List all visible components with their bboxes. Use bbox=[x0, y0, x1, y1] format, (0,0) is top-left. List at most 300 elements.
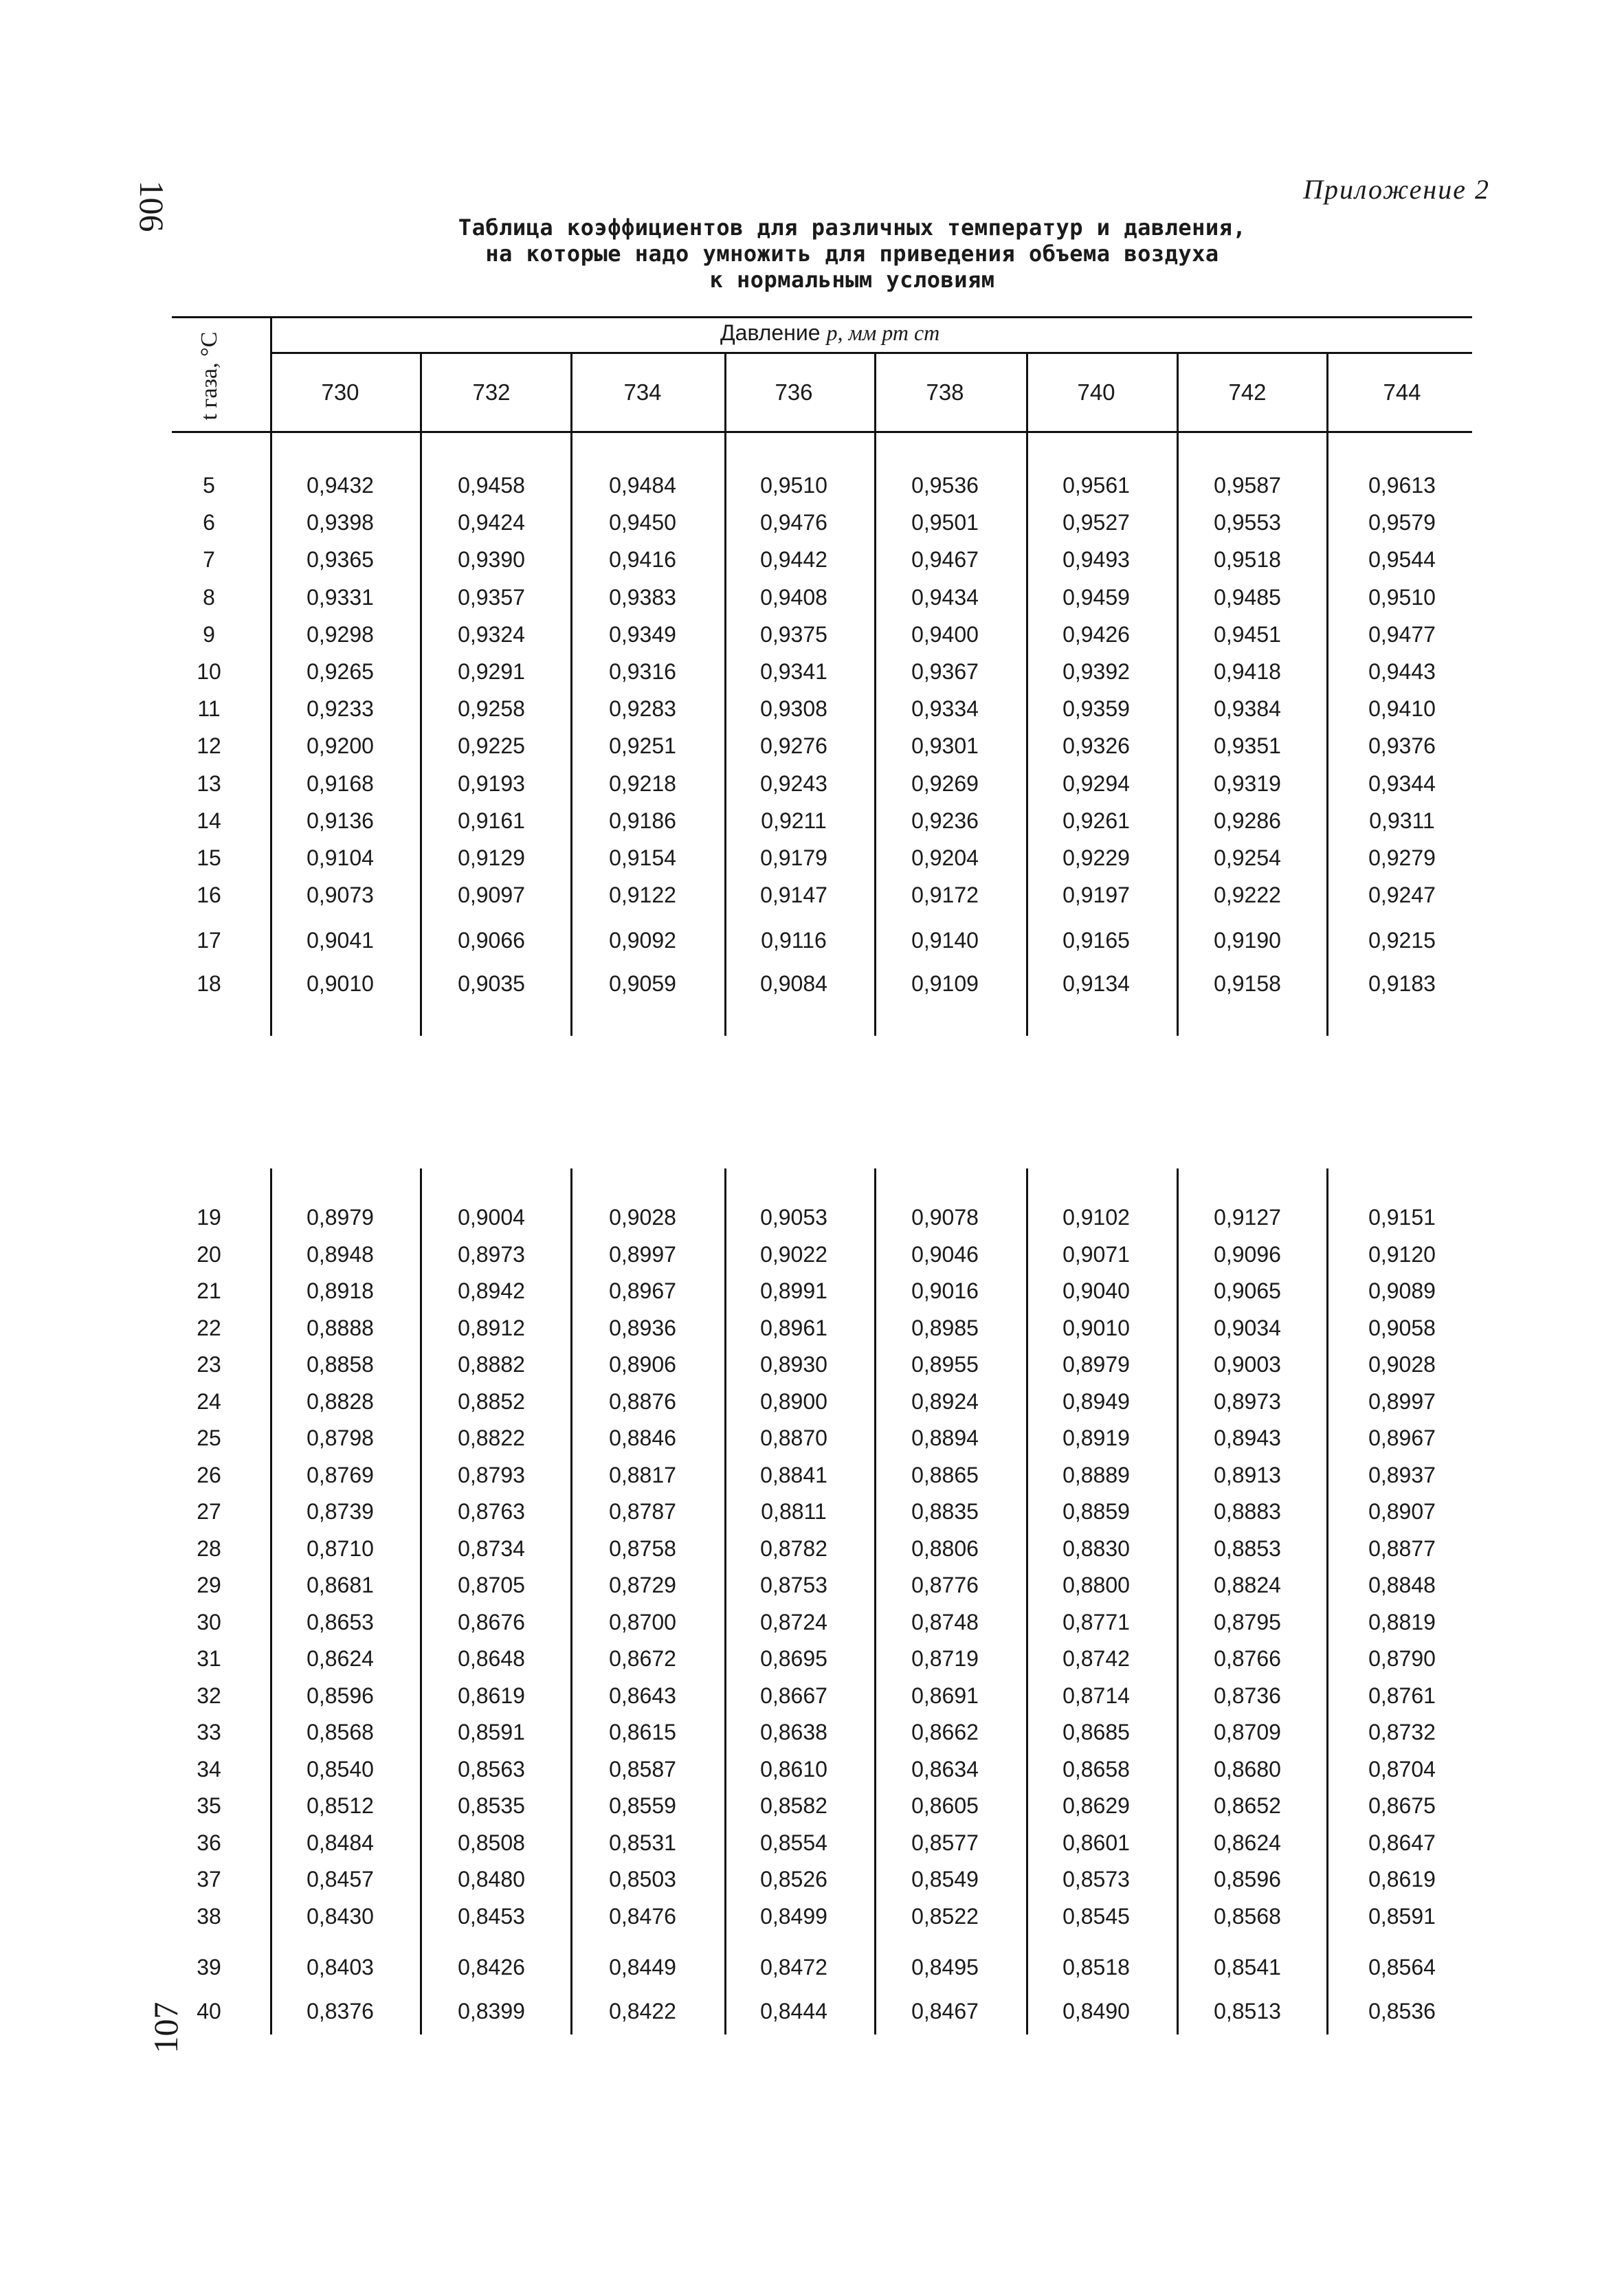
coefficient-cell: 0,9222 bbox=[1214, 883, 1281, 907]
coefficient-cell: 0,9140 bbox=[911, 928, 979, 953]
coefficient-cell: 0,8709 bbox=[1214, 1720, 1281, 1744]
coefficient-cell: 0,8973 bbox=[458, 1242, 525, 1267]
coefficient-cell: 0,9351 bbox=[1214, 733, 1281, 758]
coefficient-cell: 0,8619 bbox=[458, 1683, 525, 1708]
coefficient-cell: 0,9269 bbox=[911, 771, 979, 796]
coefficient-cell: 0,9392 bbox=[1063, 659, 1130, 684]
temperature-cell: 38 bbox=[197, 1904, 221, 1929]
coefficient-cell: 0,8667 bbox=[760, 1683, 827, 1708]
coefficient-cell: 0,8724 bbox=[760, 1610, 827, 1634]
page-number-bottom: 107 bbox=[146, 2002, 185, 2054]
coefficient-cell: 0,8518 bbox=[1063, 1955, 1130, 1980]
coefficient-cell: 0,8700 bbox=[609, 1610, 676, 1634]
coefficient-cell: 0,8830 bbox=[1063, 1536, 1130, 1561]
temperature-cell: 17 bbox=[197, 928, 221, 953]
coefficient-cell: 0,8540 bbox=[307, 1757, 374, 1782]
coefficient-cell: 0,9204 bbox=[911, 845, 979, 870]
coefficient-cell: 0,8714 bbox=[1063, 1683, 1130, 1708]
coefficient-cell: 0,8549 bbox=[911, 1867, 979, 1892]
coefficient-cell: 0,8877 bbox=[1368, 1536, 1436, 1561]
coefficient-cell: 0,8967 bbox=[609, 1278, 676, 1303]
column-divider bbox=[1326, 1168, 1328, 2034]
coefficient-cell: 0,8643 bbox=[609, 1683, 676, 1708]
coefficient-cell: 0,8629 bbox=[1063, 1793, 1130, 1818]
coefficient-cell: 0,9065 bbox=[1214, 1278, 1281, 1303]
coefficient-cell: 0,9579 bbox=[1368, 510, 1436, 535]
coefficient-cell: 0,8685 bbox=[1063, 1720, 1130, 1744]
coefficient-cell: 0,9254 bbox=[1214, 845, 1281, 870]
coefficient-cell: 0,9286 bbox=[1214, 808, 1281, 833]
coefficient-cell: 0,8647 bbox=[1368, 1830, 1436, 1855]
coefficient-cell: 0,8793 bbox=[458, 1463, 525, 1487]
coefficient-cell: 0,8573 bbox=[1063, 1867, 1130, 1892]
coefficient-cell: 0,9331 bbox=[307, 585, 374, 610]
coefficient-cell: 0,8800 bbox=[1063, 1573, 1130, 1597]
coefficient-cell: 0,8472 bbox=[760, 1955, 827, 1980]
coefficient-cell: 0,8973 bbox=[1214, 1389, 1281, 1414]
coefficient-cell: 0,8499 bbox=[760, 1904, 827, 1929]
pressure-subrule bbox=[270, 352, 1472, 354]
coefficient-cell: 0,8865 bbox=[911, 1463, 979, 1487]
coefficient-cell: 0,9349 bbox=[609, 622, 676, 647]
coefficient-cell: 0,9193 bbox=[458, 771, 525, 796]
coefficient-cell: 0,9451 bbox=[1214, 622, 1281, 647]
temperature-cell: 14 bbox=[197, 808, 221, 833]
appendix-label: Приложение 2 bbox=[1303, 174, 1490, 205]
temperature-cell: 25 bbox=[197, 1426, 221, 1450]
coefficient-cell: 0,8457 bbox=[307, 1867, 374, 1892]
coefficient-cell: 0,8787 bbox=[609, 1499, 676, 1524]
temperature-cell: 36 bbox=[197, 1830, 221, 1855]
coefficient-cell: 0,8658 bbox=[1063, 1757, 1130, 1782]
coefficient-cell: 0,9432 bbox=[307, 473, 374, 498]
coefficient-cell: 0,9229 bbox=[1063, 845, 1130, 870]
coefficient-cell: 0,8919 bbox=[1063, 1426, 1130, 1450]
coefficient-cell: 0,8846 bbox=[609, 1426, 676, 1450]
coefficient-cell: 0,8399 bbox=[458, 1999, 525, 2023]
coefficient-cell: 0,8949 bbox=[1063, 1389, 1130, 1414]
coefficient-cell: 0,9134 bbox=[1063, 971, 1130, 996]
coefficient-cell: 0,9376 bbox=[1368, 733, 1436, 758]
header-bottom-rule bbox=[172, 431, 1472, 433]
temperature-cell: 21 bbox=[197, 1278, 221, 1303]
coefficient-cell: 0,8403 bbox=[307, 1955, 374, 1980]
coefficient-cell: 0,8894 bbox=[911, 1426, 979, 1450]
coefficient-cell: 0,9324 bbox=[458, 622, 525, 647]
temperature-cell: 11 bbox=[197, 696, 221, 721]
coefficient-cell: 0,9127 bbox=[1214, 1205, 1281, 1230]
coefficient-cell: 0,8906 bbox=[609, 1352, 676, 1377]
coefficient-cell: 0,8719 bbox=[911, 1646, 979, 1671]
coefficient-cell: 0,8513 bbox=[1214, 1999, 1281, 2023]
coefficient-cell: 0,8739 bbox=[307, 1499, 374, 1524]
coefficient-cell: 0,8610 bbox=[760, 1757, 827, 1782]
coefficient-cell: 0,8605 bbox=[911, 1793, 979, 1818]
coefficient-cell: 0,8624 bbox=[307, 1646, 374, 1671]
coefficient-cell: 0,8979 bbox=[307, 1205, 374, 1230]
coefficient-cell: 0,8591 bbox=[1368, 1904, 1436, 1929]
coefficient-cell: 0,9097 bbox=[458, 883, 525, 907]
coefficient-cell: 0,9251 bbox=[609, 733, 676, 758]
coefficient-cell: 0,9316 bbox=[609, 659, 676, 684]
coefficient-cell: 0,8444 bbox=[760, 1999, 827, 2023]
coefficient-cell: 0,9151 bbox=[1368, 1205, 1436, 1230]
coefficient-cell: 0,8848 bbox=[1368, 1573, 1436, 1597]
coefficient-cell: 0,8997 bbox=[1368, 1389, 1436, 1414]
coefficient-cell: 0,8638 bbox=[760, 1720, 827, 1744]
temperature-cell: 24 bbox=[197, 1389, 221, 1414]
coefficient-cell: 0,8490 bbox=[1063, 1999, 1130, 2023]
coefficient-cell: 0,9341 bbox=[760, 659, 827, 684]
coefficient-cell: 0,9493 bbox=[1063, 547, 1130, 572]
coefficient-cell: 0,9096 bbox=[1214, 1242, 1281, 1267]
table-top-rule bbox=[172, 316, 1472, 318]
coefficient-cell: 0,8930 bbox=[760, 1352, 827, 1377]
coefficient-cell: 0,9510 bbox=[1368, 585, 1436, 610]
coefficient-cell: 0,8991 bbox=[760, 1278, 827, 1303]
coefficient-cell: 0,8853 bbox=[1214, 1536, 1281, 1561]
coefficient-cell: 0,9147 bbox=[760, 883, 827, 907]
coefficient-cell: 0,8870 bbox=[760, 1426, 827, 1450]
coefficient-cell: 0,8782 bbox=[760, 1536, 827, 1561]
coefficient-cell: 0,8672 bbox=[609, 1646, 676, 1671]
coefficient-cell: 0,8766 bbox=[1214, 1646, 1281, 1671]
temperature-cell: 29 bbox=[197, 1573, 221, 1597]
coefficient-cell: 0,9359 bbox=[1063, 696, 1130, 721]
coefficient-cell: 0,8512 bbox=[307, 1793, 374, 1818]
coefficient-cell: 0,8985 bbox=[911, 1316, 979, 1340]
coefficient-cell: 0,8822 bbox=[458, 1426, 525, 1450]
coefficient-cell: 0,8587 bbox=[609, 1757, 676, 1782]
coefficient-cell: 0,9179 bbox=[760, 845, 827, 870]
coefficient-cell: 0,8918 bbox=[307, 1278, 374, 1303]
temperature-cell: 34 bbox=[197, 1757, 221, 1782]
pressure-header-var: p, bbox=[826, 320, 843, 345]
coefficient-cell: 0,9073 bbox=[307, 883, 374, 907]
pressure-header-prefix: Давление bbox=[720, 320, 827, 345]
coefficient-cell: 0,8859 bbox=[1063, 1499, 1130, 1524]
temperature-cell: 12 bbox=[197, 733, 221, 758]
coefficient-cell: 0,8753 bbox=[760, 1573, 827, 1597]
coefficient-cell: 0,8795 bbox=[1214, 1610, 1281, 1634]
coefficient-cell: 0,9443 bbox=[1368, 659, 1436, 684]
coefficient-cell: 0,9225 bbox=[458, 733, 525, 758]
coefficient-cell: 0,9071 bbox=[1063, 1242, 1130, 1267]
temperature-cell: 16 bbox=[197, 883, 221, 907]
coefficient-cell: 0,9459 bbox=[1063, 585, 1130, 610]
coefficient-cell: 0,9172 bbox=[911, 883, 979, 907]
coefficient-cell: 0,9236 bbox=[911, 808, 979, 833]
coefficient-cell: 0,9561 bbox=[1063, 473, 1130, 498]
coefficient-cell: 0,9613 bbox=[1368, 473, 1436, 498]
coefficient-cell: 0,9243 bbox=[760, 771, 827, 796]
coefficient-cell: 0,9004 bbox=[458, 1205, 525, 1230]
coefficient-cell: 0,8979 bbox=[1063, 1352, 1130, 1377]
coefficient-cell: 0,8798 bbox=[307, 1426, 374, 1450]
table-title-line-2: на которые надо умножить для приведения объема воздуха bbox=[485, 241, 1219, 267]
coefficient-cell: 0,8736 bbox=[1214, 1683, 1281, 1708]
coefficient-cell: 0,9344 bbox=[1368, 771, 1436, 796]
coefficient-cell: 0,9122 bbox=[609, 883, 676, 907]
coefficient-cell: 0,9092 bbox=[609, 928, 676, 953]
coefficient-cell: 0,8691 bbox=[911, 1683, 979, 1708]
pressure-column-header: 736 bbox=[775, 379, 813, 405]
coefficient-cell: 0,8624 bbox=[1214, 1830, 1281, 1855]
table-title bbox=[371, 214, 1333, 293]
coefficient-cell: 0,9010 bbox=[1063, 1316, 1130, 1340]
coefficient-cell: 0,8653 bbox=[307, 1610, 374, 1634]
coefficient-cell: 0,9326 bbox=[1063, 733, 1130, 758]
coefficient-cell: 0,8776 bbox=[911, 1573, 979, 1597]
temperature-cell: 28 bbox=[197, 1536, 221, 1561]
header-column-divider bbox=[270, 318, 272, 431]
coefficient-cell: 0,8761 bbox=[1368, 1683, 1436, 1708]
temperature-column-header: t газа, °С bbox=[197, 331, 222, 421]
pressure-column-header: 734 bbox=[623, 379, 662, 405]
coefficient-cell: 0,9587 bbox=[1214, 473, 1281, 498]
coefficient-cell: 0,8882 bbox=[458, 1352, 525, 1377]
coefficient-cell: 0,9298 bbox=[307, 622, 374, 647]
coefficient-cell: 0,9357 bbox=[458, 585, 525, 610]
coefficient-cell: 0,9484 bbox=[609, 473, 676, 498]
coefficient-cell: 0,8943 bbox=[1214, 1426, 1281, 1450]
coefficient-cell: 0,8559 bbox=[609, 1793, 676, 1818]
coefficient-cell: 0,8484 bbox=[307, 1830, 374, 1855]
coefficient-cell: 0,8771 bbox=[1063, 1610, 1130, 1634]
coefficient-cell: 0,9283 bbox=[609, 696, 676, 721]
coefficient-cell: 0,8961 bbox=[760, 1316, 827, 1340]
coefficient-cell: 0,8828 bbox=[307, 1389, 374, 1414]
coefficient-cell: 0,8634 bbox=[911, 1757, 979, 1782]
page-number-top: 106 bbox=[133, 180, 171, 232]
coefficient-cell: 0,8681 bbox=[307, 1573, 374, 1597]
coefficient-cell: 0,9200 bbox=[307, 733, 374, 758]
pressure-column-header: 738 bbox=[926, 379, 964, 405]
coefficient-cell: 0,8453 bbox=[458, 1904, 525, 1929]
coefficient-cell: 0,8900 bbox=[760, 1389, 827, 1414]
coefficient-cell: 0,9218 bbox=[609, 771, 676, 796]
coefficient-cell: 0,9408 bbox=[760, 585, 827, 610]
coefficient-cell: 0,8536 bbox=[1368, 1999, 1436, 2023]
coefficient-cell: 0,8858 bbox=[307, 1352, 374, 1377]
coefficient-cell: 0,9518 bbox=[1214, 547, 1281, 572]
coefficient-cell: 0,8467 bbox=[911, 1999, 979, 2023]
coefficient-cell: 0,8615 bbox=[609, 1720, 676, 1744]
coefficient-cell: 0,9426 bbox=[1063, 622, 1130, 647]
coefficient-cell: 0,8763 bbox=[458, 1499, 525, 1524]
coefficient-cell: 0,9247 bbox=[1368, 883, 1436, 907]
pressure-column-header: 730 bbox=[321, 379, 359, 405]
coefficient-cell: 0,9058 bbox=[1368, 1316, 1436, 1340]
coefficient-cell: 0,9190 bbox=[1214, 928, 1281, 953]
coefficient-cell: 0,8430 bbox=[307, 1904, 374, 1929]
temperature-cell: 27 bbox=[197, 1499, 221, 1524]
coefficient-cell: 0,9158 bbox=[1214, 971, 1281, 996]
coefficient-cell: 0,9400 bbox=[911, 622, 979, 647]
coefficient-cell: 0,8376 bbox=[307, 1999, 374, 2023]
coefficient-cell: 0,9501 bbox=[911, 510, 979, 535]
pressure-header bbox=[720, 320, 939, 346]
coefficient-cell: 0,9028 bbox=[609, 1205, 676, 1230]
coefficient-cell: 0,8742 bbox=[1063, 1646, 1130, 1671]
coefficient-cell: 0,8907 bbox=[1368, 1499, 1436, 1524]
coefficient-cell: 0,9301 bbox=[911, 733, 979, 758]
coefficient-cell: 0,9197 bbox=[1063, 883, 1130, 907]
coefficient-cell: 0,9294 bbox=[1063, 771, 1130, 796]
coefficient-cell: 0,8652 bbox=[1214, 1793, 1281, 1818]
coefficient-cell: 0,8601 bbox=[1063, 1830, 1130, 1855]
header-column-divider bbox=[874, 354, 876, 431]
coefficient-cell: 0,8480 bbox=[458, 1867, 525, 1892]
coefficient-cell: 0,9365 bbox=[307, 547, 374, 572]
coefficient-cell: 0,8526 bbox=[760, 1867, 827, 1892]
temperature-cell: 37 bbox=[197, 1867, 221, 1892]
temperature-cell: 26 bbox=[197, 1463, 221, 1487]
coefficient-cell: 0,8948 bbox=[307, 1242, 374, 1267]
coefficient-cell: 0,9553 bbox=[1214, 510, 1281, 535]
coefficient-cell: 0,8912 bbox=[458, 1316, 525, 1340]
coefficient-cell: 0,8596 bbox=[1214, 1867, 1281, 1892]
temperature-cell: 7 bbox=[203, 547, 215, 572]
pressure-header-units: мм рт ст bbox=[843, 320, 940, 345]
coefficient-cell: 0,8495 bbox=[911, 1955, 979, 1980]
coefficient-cell: 0,9215 bbox=[1368, 928, 1436, 953]
table-title-line-3: к нормальным условиям bbox=[709, 267, 995, 293]
coefficient-cell: 0,9129 bbox=[458, 845, 525, 870]
coefficient-cell: 0,8819 bbox=[1368, 1610, 1436, 1634]
coefficient-cell: 0,9046 bbox=[911, 1242, 979, 1267]
coefficient-cell: 0,8680 bbox=[1214, 1757, 1281, 1782]
coefficient-cell: 0,9384 bbox=[1214, 696, 1281, 721]
coefficient-cell: 0,9510 bbox=[760, 473, 827, 498]
coefficient-cell: 0,9034 bbox=[1214, 1316, 1281, 1340]
coefficient-cell: 0,9104 bbox=[307, 845, 374, 870]
coefficient-cell: 0,9276 bbox=[760, 733, 827, 758]
coefficient-cell: 0,9279 bbox=[1368, 845, 1436, 870]
coefficient-cell: 0,9022 bbox=[760, 1242, 827, 1267]
coefficient-cell: 0,8564 bbox=[1368, 1955, 1436, 1980]
coefficient-cell: 0,9442 bbox=[760, 547, 827, 572]
coefficient-cell: 0,9424 bbox=[458, 510, 525, 535]
table-title-line-1: Таблица коэффициентов для различных температур и давления, bbox=[458, 214, 1247, 241]
pressure-column-header: 732 bbox=[472, 379, 511, 405]
coefficient-cell: 0,9476 bbox=[760, 510, 827, 535]
temperature-cell: 8 bbox=[203, 585, 215, 610]
coefficient-cell: 0,9390 bbox=[458, 547, 525, 572]
coefficient-cell: 0,9016 bbox=[911, 1278, 979, 1303]
coefficient-cell: 0,8734 bbox=[458, 1536, 525, 1561]
coefficient-cell: 0,8883 bbox=[1214, 1499, 1281, 1524]
coefficient-cell: 0,9161 bbox=[458, 808, 525, 833]
coefficient-cell: 0,8888 bbox=[307, 1316, 374, 1340]
coefficient-cell: 0,9536 bbox=[911, 473, 979, 498]
temperature-cell: 40 bbox=[197, 1999, 221, 2023]
coefficient-cell: 0,8426 bbox=[458, 1955, 525, 1980]
coefficient-cell: 0,8568 bbox=[1214, 1904, 1281, 1929]
coefficient-cell: 0,8648 bbox=[458, 1646, 525, 1671]
coefficient-cell: 0,9059 bbox=[609, 971, 676, 996]
coefficient-cell: 0,9084 bbox=[760, 971, 827, 996]
coefficient-cell: 0,8913 bbox=[1214, 1463, 1281, 1487]
coefficient-cell: 0,9398 bbox=[307, 510, 374, 535]
coefficient-cell: 0,8876 bbox=[609, 1389, 676, 1414]
coefficient-cell: 0,9311 bbox=[1369, 808, 1435, 833]
coefficient-cell: 0,9334 bbox=[911, 696, 979, 721]
coefficient-cell: 0,9165 bbox=[1063, 928, 1130, 953]
header-column-divider bbox=[1326, 354, 1328, 431]
coefficient-cell: 0,8732 bbox=[1368, 1720, 1436, 1744]
coefficient-cell: 0,8811 bbox=[761, 1499, 827, 1524]
pressure-column-header: 742 bbox=[1228, 379, 1267, 405]
coefficient-cell: 0,9418 bbox=[1214, 659, 1281, 684]
coefficient-cell: 0,8531 bbox=[609, 1830, 676, 1855]
coefficient-cell: 0,9308 bbox=[760, 696, 827, 721]
coefficient-cell: 0,9233 bbox=[307, 696, 374, 721]
coefficient-cell: 0,8748 bbox=[911, 1610, 979, 1634]
coefficient-cell: 0,9434 bbox=[911, 585, 979, 610]
coefficient-cell: 0,8955 bbox=[911, 1352, 979, 1377]
temperature-cell: 19 bbox=[197, 1205, 221, 1230]
coefficient-cell: 0,9477 bbox=[1368, 622, 1436, 647]
coefficient-cell: 0,8535 bbox=[458, 1793, 525, 1818]
coefficient-cell: 0,9527 bbox=[1063, 510, 1130, 535]
coefficient-cell: 0,9102 bbox=[1063, 1205, 1130, 1230]
temperature-cell: 15 bbox=[197, 845, 221, 870]
coefficient-cell: 0,8710 bbox=[307, 1536, 374, 1561]
coefficient-cell: 0,8769 bbox=[307, 1463, 374, 1487]
coefficient-cell: 0,9265 bbox=[307, 659, 374, 684]
pressure-column-header: 740 bbox=[1077, 379, 1115, 405]
coefficient-cell: 0,8508 bbox=[458, 1830, 525, 1855]
coefficient-cell: 0,9066 bbox=[458, 928, 525, 953]
coefficient-cell: 0,8568 bbox=[307, 1720, 374, 1744]
coefficient-cell: 0,8577 bbox=[911, 1830, 979, 1855]
column-divider bbox=[1326, 431, 1328, 1036]
coefficient-cell: 0,9089 bbox=[1368, 1278, 1436, 1303]
header-column-divider bbox=[570, 354, 572, 431]
temperature-cell: 39 bbox=[197, 1955, 221, 1980]
coefficient-cell: 0,9154 bbox=[609, 845, 676, 870]
pressure-column-header: 744 bbox=[1383, 379, 1421, 405]
coefficient-cell: 0,8596 bbox=[307, 1683, 374, 1708]
coefficient-cell: 0,8503 bbox=[609, 1867, 676, 1892]
coefficient-cell: 0,8841 bbox=[760, 1463, 827, 1487]
temperature-cell: 6 bbox=[203, 510, 215, 535]
coefficient-cell: 0,8817 bbox=[609, 1463, 676, 1487]
header-column-divider bbox=[724, 354, 726, 431]
coefficient-cell: 0,9258 bbox=[458, 696, 525, 721]
coefficient-cell: 0,9183 bbox=[1368, 971, 1436, 996]
coefficient-cell: 0,9544 bbox=[1368, 547, 1436, 572]
coefficient-cell: 0,8758 bbox=[609, 1536, 676, 1561]
coefficient-cell: 0,9416 bbox=[609, 547, 676, 572]
coefficient-cell: 0,8729 bbox=[609, 1573, 676, 1597]
coefficient-cell: 0,9116 bbox=[761, 928, 827, 953]
coefficient-cell: 0,9450 bbox=[609, 510, 676, 535]
coefficient-cell: 0,9168 bbox=[307, 771, 374, 796]
header-column-divider bbox=[1026, 354, 1028, 431]
temperature-cell: 18 bbox=[197, 971, 221, 996]
temperature-cell: 10 bbox=[197, 659, 221, 684]
coefficient-cell: 0,8942 bbox=[458, 1278, 525, 1303]
coefficient-cell: 0,8522 bbox=[911, 1904, 979, 1929]
temperature-cell: 22 bbox=[197, 1316, 221, 1340]
coefficient-cell: 0,8924 bbox=[911, 1389, 979, 1414]
coefficient-cell: 0,8695 bbox=[760, 1646, 827, 1671]
coefficient-cell: 0,8545 bbox=[1063, 1904, 1130, 1929]
coefficient-cell: 0,9120 bbox=[1368, 1242, 1436, 1267]
coefficient-cell: 0,9053 bbox=[760, 1205, 827, 1230]
